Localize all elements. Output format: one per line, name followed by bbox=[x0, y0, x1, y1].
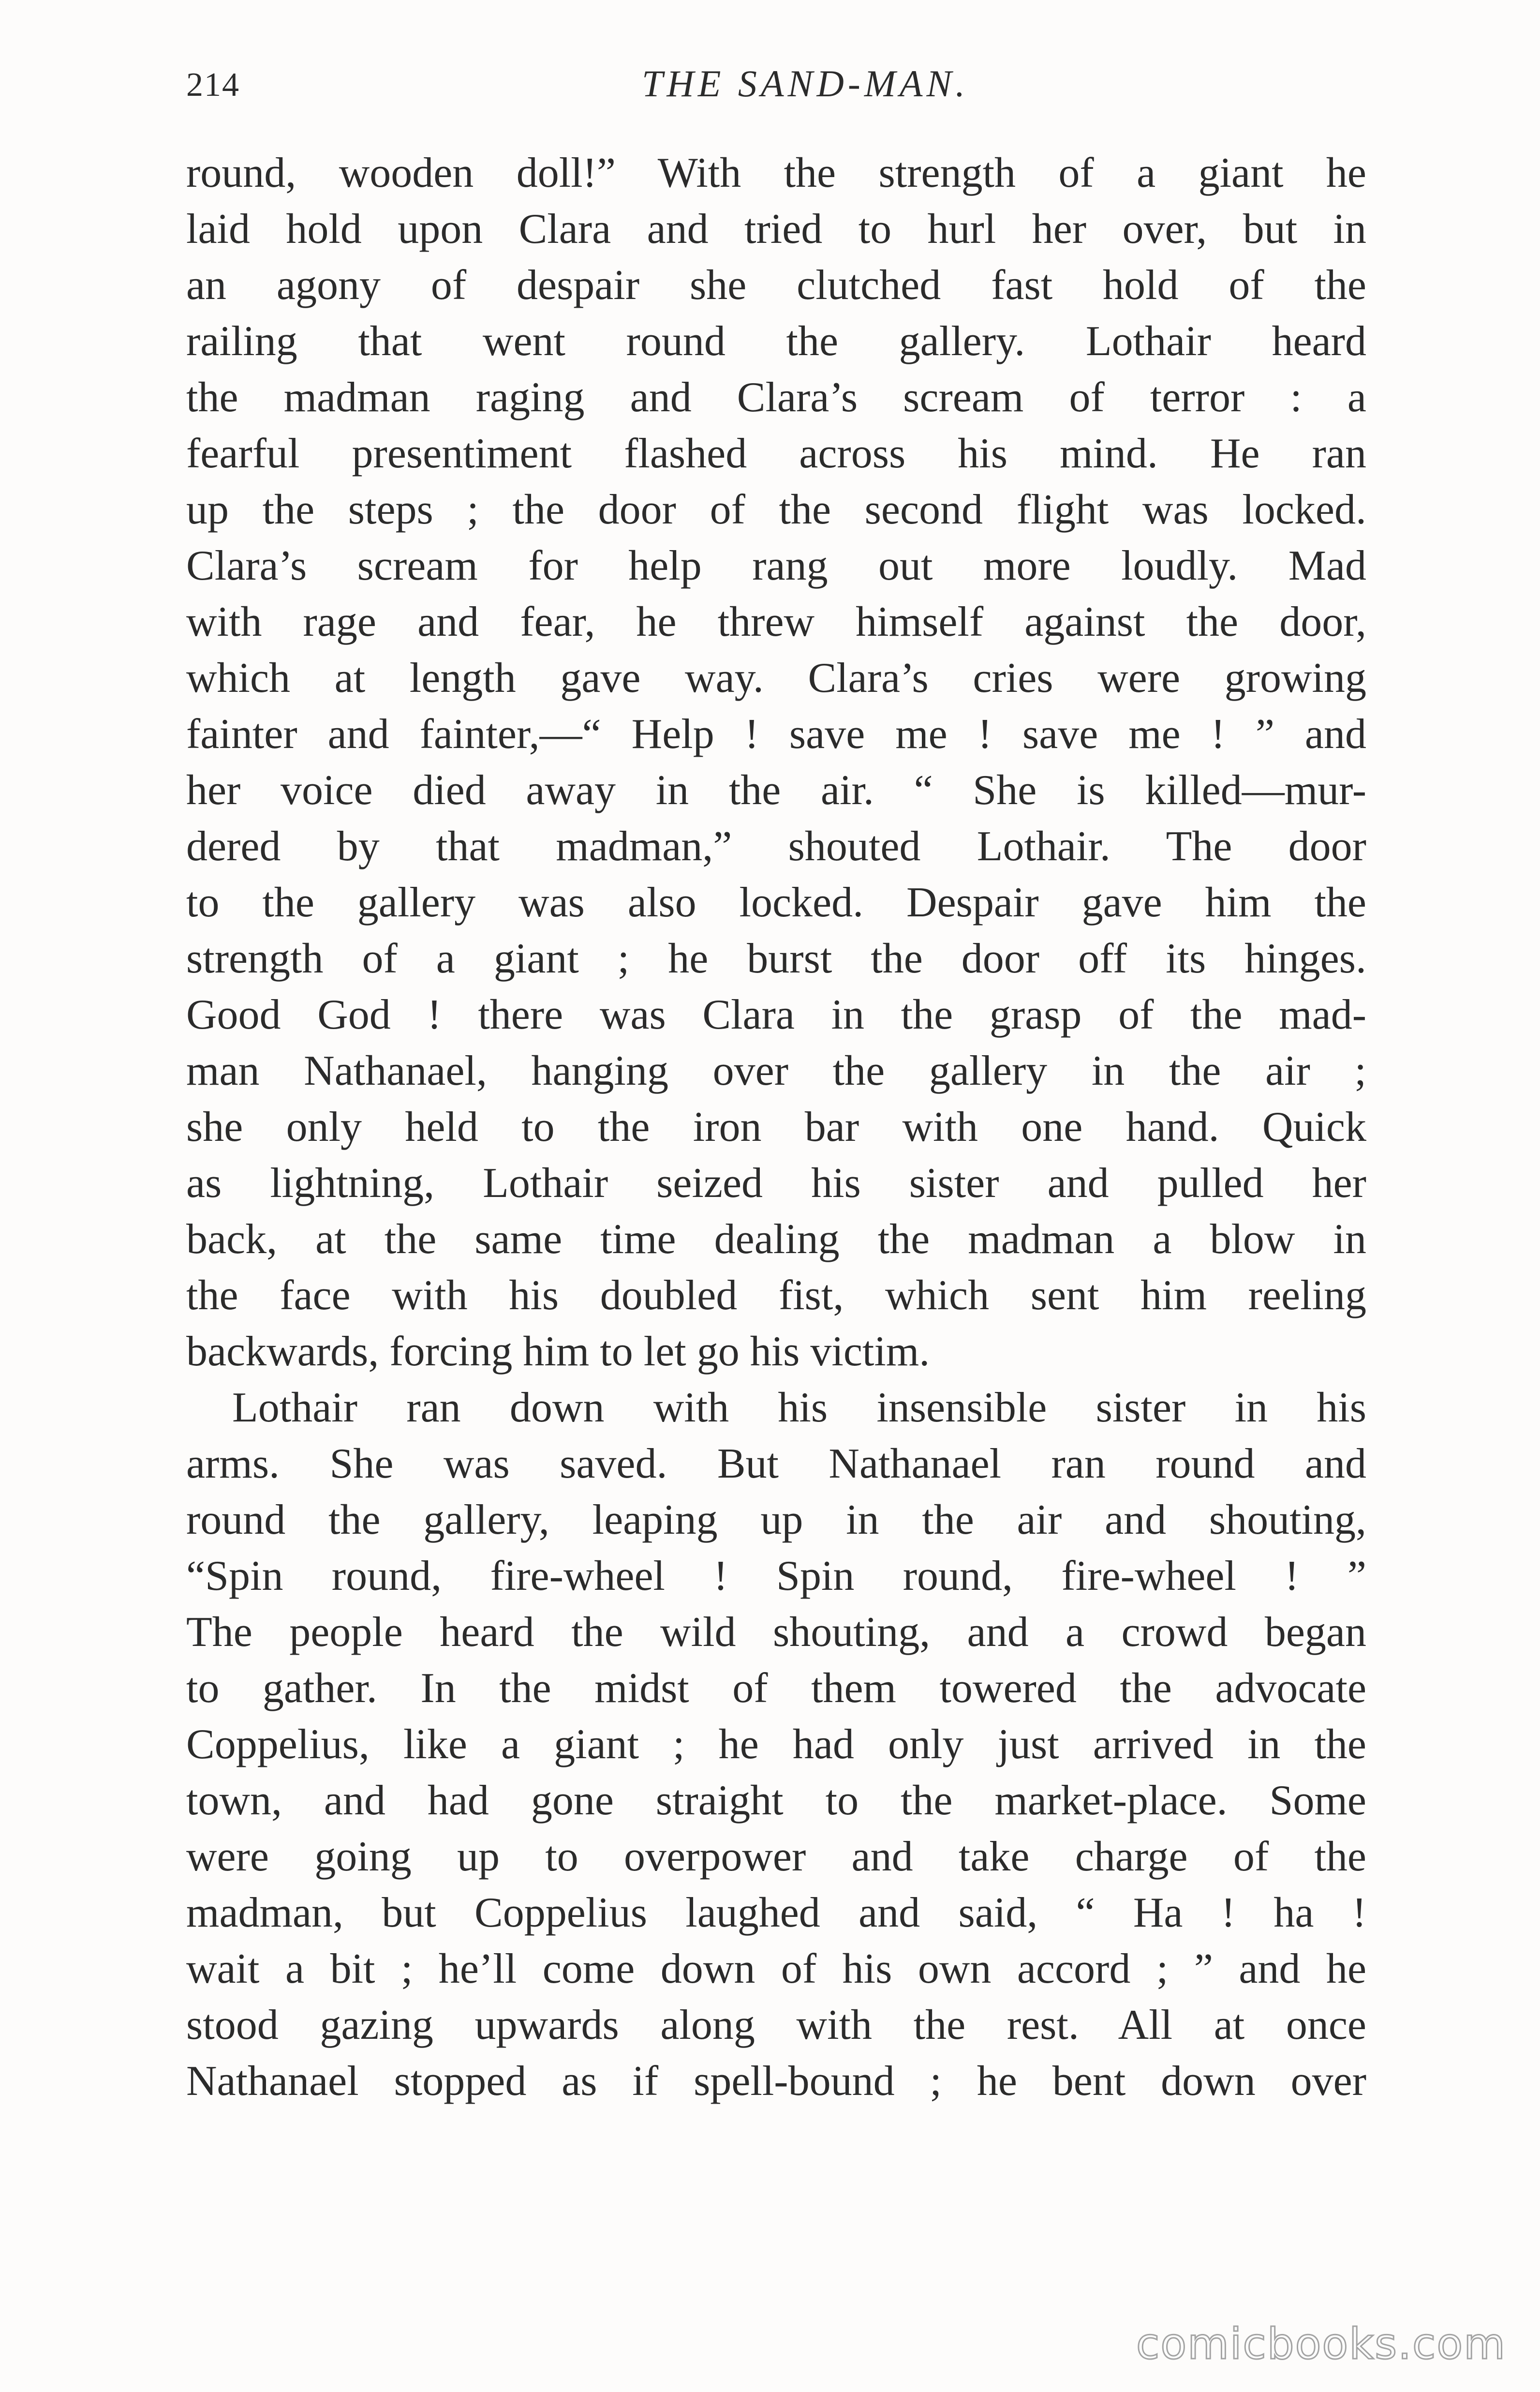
text-line: fearful presentiment flashed across his mind. He ran bbox=[186, 430, 1366, 477]
body-text bbox=[186, 145, 1366, 2109]
text-line: strength of a giant ; he burst the door off its hinges. bbox=[186, 935, 1366, 982]
text-line: arms. She was saved. But Nathanael ran round and bbox=[186, 1440, 1366, 1487]
text-line: fainter and fainter,—“ Help ! save me ! save me ! ” and bbox=[186, 711, 1366, 758]
text-line: as lightning, Lothair seized his sister and pulled her bbox=[186, 1160, 1366, 1207]
text-line: the madman raging and Clara’s scream of terror : a bbox=[186, 374, 1366, 421]
page-header bbox=[186, 57, 1366, 115]
text-line: back, at the same time dealing the madman a blow in bbox=[186, 1216, 1366, 1263]
text-line: Good God ! there was Clara in the grasp of the mad- bbox=[186, 991, 1366, 1038]
text-line: town, and had gone straight to the market-place. Some bbox=[186, 1777, 1366, 1824]
running-title: THE SAND-MAN. bbox=[642, 62, 969, 105]
text-line: the face with his doubled fist, which sent him reeling bbox=[186, 1272, 1366, 1319]
text-line: were going up to overpower and take charge of the bbox=[186, 1833, 1366, 1880]
page-number: 214 bbox=[186, 66, 240, 104]
text-line: up the steps ; the door of the second flight was locked. bbox=[186, 486, 1366, 533]
text-line: man Nathanael, hanging over the gallery in the air ; bbox=[186, 1047, 1366, 1094]
text-line: to gather. In the midst of them towered the advocate bbox=[186, 1665, 1366, 1712]
text-line: round the gallery, leaping up in the air and shouting, bbox=[186, 1496, 1366, 1543]
text-line: stood gazing upwards along with the rest. All at once bbox=[186, 2002, 1366, 2048]
text-line: Clara’s scream for help rang out more loudly. Mad bbox=[186, 542, 1366, 589]
text-line: dered by that madman,” shouted Lothair. The door bbox=[186, 823, 1366, 870]
text-line: to the gallery was also locked. Despair gave him the bbox=[186, 879, 1366, 926]
text-line: round, wooden doll!” With the strength of a giant he bbox=[186, 150, 1366, 196]
paragraph-end-line: backwards, forcing him to let go his victim. bbox=[186, 1328, 930, 1375]
text-line: The people heard the wild shouting, and a crowd began bbox=[186, 1609, 1366, 1656]
text-line: with rage and fear, he threw himself against the door, bbox=[186, 598, 1366, 645]
text-line: Nathanael stopped as if spell-bound ; he bent down over bbox=[186, 2058, 1366, 2105]
text-line: wait a bit ; he’ll come down of his own accord ; ” and he bbox=[186, 1945, 1366, 1992]
text-line: she only held to the iron bar with one hand. Quick bbox=[186, 1104, 1366, 1151]
text-line: laid hold upon Clara and tried to hurl her over, but in bbox=[186, 206, 1366, 253]
text-line: “Spin round, fire-wheel ! Spin round, fire-wheel ! ” bbox=[186, 1553, 1366, 1600]
text-line: an agony of despair she clutched fast hold of the bbox=[186, 262, 1366, 309]
text-line: madman, but Coppelius laughed and said, “ Ha ! ha ! bbox=[186, 1889, 1366, 1936]
watermark: comicbooks.com bbox=[1136, 2319, 1506, 2369]
text-line: railing that went round the gallery. Lothair heard bbox=[186, 318, 1366, 365]
text-line: her voice died away in the air. “ She is killed—mur- bbox=[186, 767, 1366, 814]
paragraph-start-line: Lothair ran down with his insensible sister in his bbox=[232, 1384, 1366, 1431]
text-line: which at length gave way. Clara’s cries were growing bbox=[186, 655, 1366, 702]
text-line: Coppelius, like a giant ; he had only just arrived in the bbox=[186, 1721, 1366, 1768]
